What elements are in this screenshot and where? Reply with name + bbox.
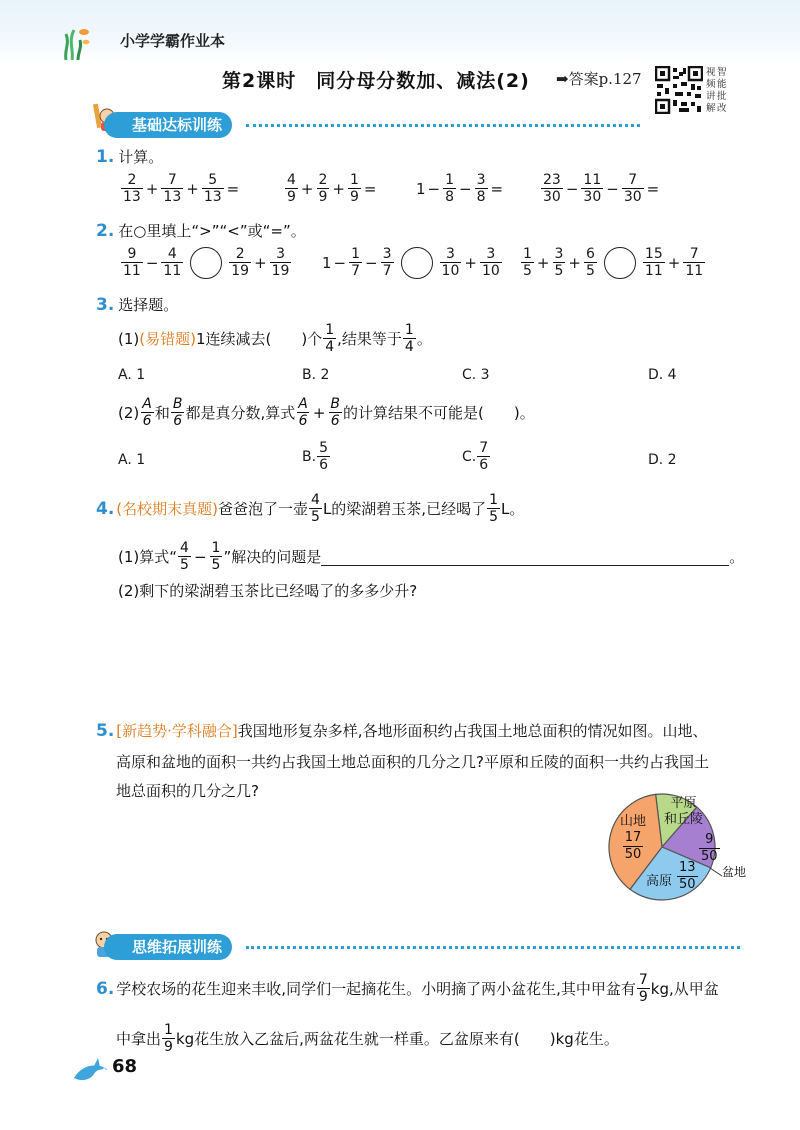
- q4-part-1: [118, 540, 744, 573]
- tag-error-prone: (易错题): [139, 330, 196, 348]
- q1-expression-1: [120, 172, 241, 205]
- arrow-right-icon: ➡: [556, 70, 569, 88]
- q1-expression-4: [540, 172, 661, 205]
- question-text: L。: [501, 500, 525, 518]
- question-text: 在○里填上“>”“<”或“=”。: [118, 222, 306, 240]
- fraction: $\frac{13}{50}$: [679, 860, 696, 892]
- question-text: 学校农场的花生迎来丰收,同学们一起摘花生。小明摘了两小盆花生,其中甲盆有: [116, 980, 636, 998]
- question-5-line-3: 地总面积的几分之几?: [116, 782, 259, 800]
- option-letter: B.: [302, 448, 317, 465]
- question-text: 中拿出: [116, 1030, 162, 1048]
- fraction: $\frac{1}{9}$: [350, 172, 359, 205]
- integer: 1: [416, 179, 426, 198]
- operator: −: [427, 179, 441, 198]
- question-text: L的梁湖碧玉茶,已经喝了: [322, 500, 487, 518]
- fraction: $\frac{7}{11}$: [685, 246, 704, 279]
- option-a[interactable]: A. 1: [118, 452, 146, 468]
- qr-caption-char: 智: [717, 67, 727, 78]
- question-3-header: [96, 294, 178, 315]
- tag-exam: (名校期末真题): [116, 500, 219, 518]
- fraction: $\frac{2}{19}$: [231, 246, 250, 279]
- operator: +: [667, 253, 681, 272]
- q4-part-2: (2)剩下的梁湖碧玉茶比已经喝了的多多少升?: [118, 582, 418, 600]
- terrain-pie-chart: [606, 790, 756, 904]
- q2-compare-2: [322, 246, 503, 279]
- option-d[interactable]: D. 4: [648, 367, 677, 383]
- fraction: $\frac{7}{30}$: [623, 172, 642, 205]
- fraction: $\frac{9}{11}$: [123, 246, 141, 279]
- part-label: (1): [118, 329, 140, 348]
- fraction: $\frac{B}{6}$: [172, 396, 183, 429]
- operator: −: [333, 253, 347, 272]
- part-text: 的计算结果不可能是( )。: [343, 404, 535, 422]
- operator: +: [536, 253, 550, 272]
- option-b[interactable]: B. 2: [302, 367, 330, 383]
- question-text: 我国地形复杂多样,各地形面积约占我国土地总面积的情况如图。山地、: [237, 722, 708, 740]
- pie-label-gao-yuan: 高原: [646, 874, 673, 889]
- operator: +: [568, 253, 581, 272]
- option-d[interactable]: D. 2: [648, 452, 677, 468]
- question-number: 1.: [96, 146, 115, 167]
- fraction: $\frac{3}{7}$: [382, 246, 392, 279]
- tag-new-trend: [新趋势·学科融合]: [116, 722, 238, 740]
- integer: 1: [322, 253, 332, 272]
- slice-name: 山地: [620, 814, 647, 829]
- dolphin-icon: [72, 1054, 112, 1086]
- qr-caption-char: 批: [717, 91, 727, 102]
- question-number: 3.: [96, 294, 115, 315]
- pie-leader-line: [710, 868, 722, 876]
- fraction: $\frac{1}{9}$: [164, 1022, 173, 1055]
- question-5-line-2: 高原和盆地的面积一共约占我国土地总面积的几分之几?平原和丘陵的面积一共约占我国土: [116, 753, 709, 771]
- pie-label-gao-yuan-value: [676, 860, 699, 893]
- fraction: $\frac{4}{11}$: [163, 246, 182, 279]
- operator: +: [254, 253, 267, 272]
- operator: +: [332, 179, 345, 198]
- question-6-line-2: [116, 1022, 619, 1055]
- series-title: 小学学霸作业本: [120, 32, 226, 50]
- question-text: kg花生放入乙盆后,两盆花生就一样重。乙盆原来有( )kg花生。: [175, 1030, 619, 1048]
- fraction: $\frac{B}{6}$: [330, 396, 340, 429]
- fraction: $\frac{5}{6}$: [319, 440, 328, 473]
- qr-code-icon[interactable]: [655, 66, 703, 114]
- part-text: ”解决的问题是: [223, 548, 322, 566]
- fraction: $\frac{5}{13}$: [203, 172, 222, 205]
- fraction: $\frac{3}{19}$: [271, 246, 290, 279]
- question-text: kg,从甲盆: [650, 980, 719, 998]
- operator: +: [300, 179, 314, 198]
- q2-compare-3: [520, 246, 706, 279]
- option-letter: C.: [462, 448, 477, 465]
- qr-caption-char: 能: [717, 79, 727, 90]
- fraction: $\frac{9}{50}$: [701, 832, 718, 864]
- operator: −: [145, 253, 159, 272]
- section-divider: [246, 124, 640, 127]
- question-number: 2.: [96, 220, 115, 241]
- fraction: $\frac{15}{11}$: [644, 246, 663, 279]
- part-text: (1)算式“: [118, 548, 178, 566]
- qr-caption: [706, 67, 728, 115]
- fraction: $\frac{1}{5}$: [489, 492, 499, 525]
- fraction: $\frac{7}{9}$: [638, 972, 648, 1005]
- q2-compare-1: [120, 246, 292, 279]
- fraction: $\frac{A}{6}$: [298, 396, 308, 429]
- fraction: $\frac{4}{9}$: [287, 172, 296, 205]
- part-text: 1连续减去( )个: [195, 330, 323, 348]
- question-4: [96, 492, 524, 525]
- compare-circle-blank[interactable]: [604, 247, 636, 279]
- question-6-line-1: [96, 972, 719, 1005]
- q1-expression-2: [284, 172, 379, 205]
- compare-circle-blank[interactable]: [190, 247, 222, 279]
- fraction: $\frac{3}{10}$: [481, 246, 500, 279]
- q1-expression-3: [416, 172, 505, 205]
- compare-circle-blank[interactable]: [401, 247, 433, 279]
- part-text: 。: [729, 548, 745, 566]
- pie-label-pen-di: 盆地: [722, 865, 747, 879]
- part-text: ,结果等于: [337, 330, 402, 348]
- fraction: $\frac{1}{8}$: [445, 172, 455, 205]
- operator: −: [565, 179, 579, 198]
- part-label: (2): [118, 403, 140, 422]
- pie-label-shan-di: [620, 814, 646, 863]
- question-text: 爸爸泡了一壶: [218, 500, 309, 518]
- question-text: 选择题。: [118, 296, 179, 314]
- option-a[interactable]: A. 1: [118, 367, 146, 383]
- equals-sign: =: [226, 179, 240, 198]
- fraction: $\frac{1}{7}$: [351, 246, 361, 279]
- operator: −: [193, 547, 207, 566]
- fraction: $\frac{1}{4}$: [404, 322, 414, 355]
- slice-name: 和丘陵: [664, 812, 704, 827]
- equals-sign: =: [646, 179, 660, 198]
- seaweed-fish-logo-icon: [60, 22, 90, 60]
- operator: −: [365, 253, 378, 272]
- fraction: $\frac{3}{8}$: [476, 172, 486, 205]
- fraction: $\frac{6}{5}$: [586, 246, 595, 279]
- equals-sign: =: [490, 179, 504, 198]
- operator: −: [459, 179, 472, 198]
- qr-caption-char: 频: [706, 79, 716, 90]
- page-number: 68: [112, 1056, 138, 1077]
- answer-blank-line[interactable]: [321, 547, 729, 566]
- question-number: 5.: [96, 720, 115, 741]
- fraction: $\frac{23}{30}$: [543, 172, 561, 205]
- q3-part-1: [118, 322, 432, 355]
- fraction: $\frac{1}{4}$: [325, 322, 335, 355]
- fraction: $\frac{3}{5}$: [554, 246, 564, 279]
- operator: +: [312, 403, 326, 422]
- fraction: $\frac{4}{5}$: [311, 492, 320, 525]
- operator: −: [606, 179, 619, 198]
- option-b[interactable]: [302, 440, 331, 473]
- section-banner-basic: 基础达标训练: [104, 112, 232, 138]
- question-1-header: [96, 146, 163, 167]
- part-text: 。: [416, 330, 432, 348]
- fraction: $\frac{2}{9}$: [318, 172, 328, 205]
- answer-ref-text: 答案p.127: [568, 70, 642, 88]
- fraction: $\frac{2}{13}$: [123, 172, 141, 205]
- pie-label-ping-yuan: [664, 796, 703, 828]
- option-c[interactable]: C. 3: [462, 367, 490, 383]
- part-text: 都是真分数,算式: [185, 404, 296, 422]
- fraction: $\frac{A}{6}$: [142, 396, 152, 429]
- question-number: 4.: [96, 498, 115, 519]
- question-2-header: [96, 220, 306, 241]
- fraction: $\frac{17}{50}$: [624, 830, 642, 862]
- qr-caption-char: 视: [706, 67, 716, 78]
- slice-name: 平原: [670, 796, 697, 811]
- part-text: 和: [154, 404, 170, 422]
- fraction: $\frac{1}{5}$: [523, 246, 532, 279]
- option-c[interactable]: [462, 440, 491, 473]
- section-banner-extend: 思维拓展训练: [104, 934, 232, 960]
- fraction: $\frac{11}{30}$: [583, 172, 602, 205]
- qr-caption-char: 解: [706, 103, 716, 114]
- question-number: 6.: [96, 978, 115, 999]
- operator: +: [464, 253, 477, 272]
- question-5-line-1: [96, 720, 708, 741]
- operator: +: [186, 179, 199, 198]
- equals-sign: =: [363, 179, 377, 198]
- q3-part-2: [118, 396, 535, 429]
- answer-reference: [556, 68, 642, 89]
- fraction: $\frac{7}{6}$: [479, 440, 489, 473]
- fraction: $\frac{3}{10}$: [441, 246, 460, 279]
- fraction: $\frac{7}{13}$: [163, 172, 182, 205]
- fraction: $\frac{1}{5}$: [211, 540, 221, 573]
- question-text: 计算。: [118, 148, 164, 166]
- fraction: $\frac{4}{5}$: [180, 540, 189, 573]
- section-divider: [246, 946, 740, 949]
- qr-caption-char: 改: [717, 103, 727, 114]
- qr-caption-char: 讲: [706, 91, 716, 102]
- operator: +: [145, 179, 159, 198]
- pie-label-pen-di-value: [698, 832, 721, 865]
- lesson-title: 第2课时 同分母分数加、减法(2): [222, 70, 530, 92]
